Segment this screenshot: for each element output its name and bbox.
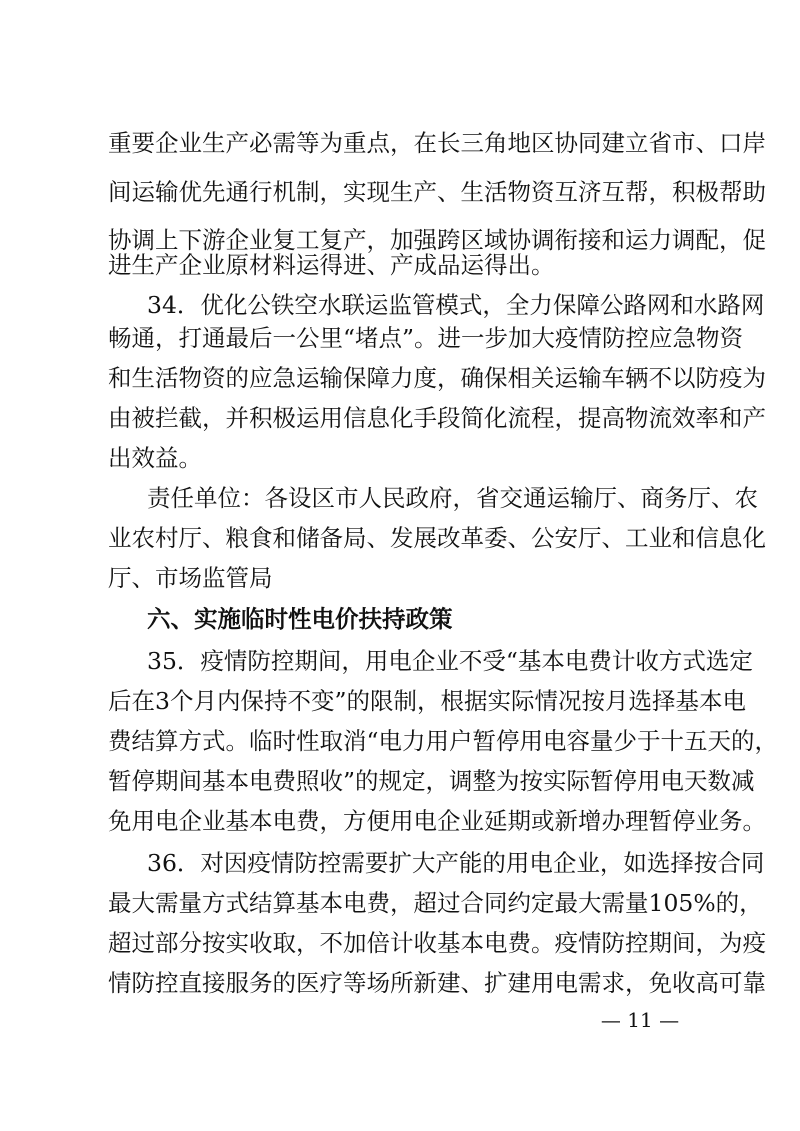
text-line: 和生活物资的应急运输保障力度，确保相关运输车辆不以防疫为 (108, 364, 766, 392)
paragraph-35-line: 35．疫情防控期间，用电企业不受“基本电费计收方式选定 (147, 647, 753, 675)
text-line: 暂停期间基本电费照收”的规定，调整为按实际暂停用电天数减 (108, 767, 755, 795)
text-line: 重要企业生产必需等为重点，在长三角地区协同建立省市、口岸 (108, 129, 766, 157)
responsibility-line: 责任单位：各设区市人民政府，省交通运输厅、商务厅、农 (147, 484, 758, 512)
text-line: 情防控直接服务的医疗等场所新建、扩建用电需求，免收高可靠 (108, 969, 766, 997)
paragraph-34-line: 34．优化公铁空水联运监管模式，全力保障公路网和水路网 (147, 291, 765, 319)
text-line: 后在3个月内保持不变”的限制，根据实际情况按月选择基本电 (108, 687, 746, 715)
section-heading: 六、实施临时性电价扶持政策 (147, 605, 453, 633)
text-line: 间运输优先通行机制，实现生产、生活物资互济互帮，积极帮助 (108, 178, 766, 206)
text-line: 费结算方式。临时性取消“电力用户暂停用电容量少于十五天的， (108, 727, 779, 755)
text-line: 业农村厅、粮食和储备局、发展改革委、公安厅、工业和信息化 (108, 524, 766, 552)
text-line: 免用电企业基本电费，方便用电企业延期或新增办理暂停业务。 (108, 807, 766, 835)
text-line: 超过部分按实收取，不加倍计收基本电费。疫情防控期间，为疫 (108, 929, 766, 957)
text-line: 协调上下游企业复工复产，加强跨区域协调衔接和运力调配，促 (108, 226, 766, 254)
text-line: 由被拦截，并积极运用信息化手段简化流程，提高物流效率和产 (108, 404, 766, 432)
text-line: 进生产企业原材料运得进、产成品运得出。 (108, 251, 555, 279)
text-line: 畅通，打通最后一公里“堵点”。进一步加大疫情防控应急物资 (108, 324, 744, 352)
text-line: 厅、市场监管局 (108, 564, 273, 592)
page-number: — 11 — (600, 1008, 680, 1032)
paragraph-36-line: 36．对因疫情防控需要扩大产能的用电企业，如选择按合同 (147, 849, 765, 877)
text-line: 出效益。 (108, 444, 202, 472)
text-line: 最大需量方式结算基本电费，超过合同约定最大需量105%的， (108, 889, 763, 917)
